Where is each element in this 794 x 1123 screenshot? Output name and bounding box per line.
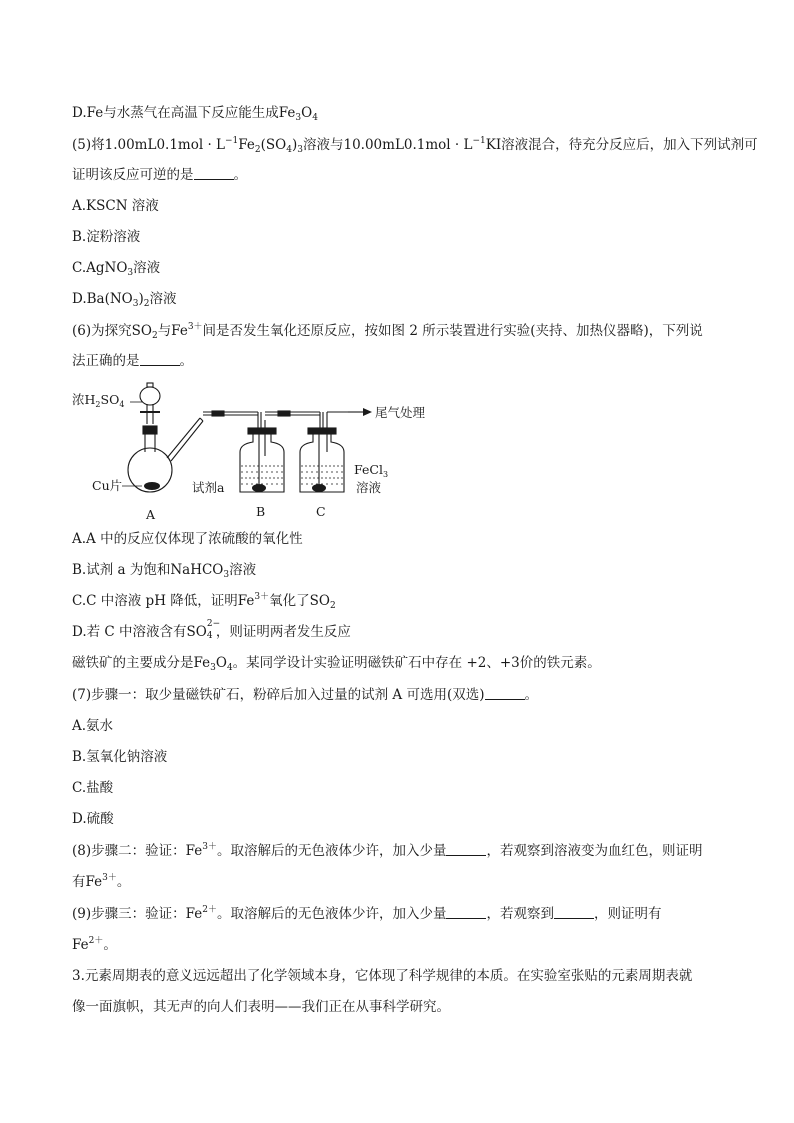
q3-line2: 像一面旗帜，其无声的向人们表明——我们正在从事科学研究。 [72,999,450,1015]
q6-option-c: C.C 中溶液 pH 降低，证明$Fe^{3+}$氧化了$SO_2$ [72,592,336,611]
q5-option-c: C.AgNO$_3$溶液 [72,260,161,278]
q5-stem-line1: (5)将$1.00mL0.1mol \cdot L^{-1}Fe_2(SO_4)_3$溶液与$10.00mL0.1mol \cdot L^{-1}KI$溶液混合，待充分反应后，加入下列试剂可 [72,136,758,155]
q9-line2: $Fe^{2+}$。 [72,936,117,953]
cu-label: Cu片 [92,478,123,493]
flask-stopper [143,426,157,434]
q6-option-b: B.试剂 a 为饱和NaHCO$_3$溶液 [72,562,257,580]
reagent-a-label: 试剂a [192,480,225,495]
q7-option-d: D.硫酸 [72,811,114,827]
q6-option-d: D.若 C 中溶液含有SO 2− 4 ，则证明两者发生反应 [72,619,351,641]
gas-bubbles-c [312,484,326,492]
q8-line2: 有$Fe^{3+}$。 [72,873,131,890]
apparatus-diagram [72,382,442,524]
q6-stem-line2: 法正确的是 。 [72,353,193,369]
letter-a: A [146,507,156,522]
bottle-b-stopper [248,428,276,434]
answer-blank[interactable] [554,906,594,919]
q5-stem-line2: 证明该反应可逆的是 。 [72,167,247,183]
q7-stem: (7)步骤一：取少量磁铁矿石，粉碎后加入过量的试剂 A 可选用(双选) 。 [72,687,538,703]
wash-bottle-b [240,434,284,492]
q3-line1: 3.元素周期表的意义远远超出了化学领域本身，它体现了科学规律的本质。在实验室张贴的元素周期表就 [72,968,693,984]
magnetite-intro: 磁铁矿的主要成分是$Fe_3O_4$。某同学设计实验证明磁铁矿石中存在 +2、+3价的铁元素。 [72,655,601,673]
answer-blank[interactable] [446,843,486,856]
q5-option-b: B.淀粉溶液 [72,229,141,245]
bottle-c-stopper [308,428,336,434]
q5-option-d: $D.Ba(NO_3)_2$溶液 [72,291,177,309]
funnel-bulb [140,387,160,405]
q9-line1: (9)步骤三：验证：$Fe^{2+}$。取溶解后的无色液体少许，加入少量 ，若观察到 ，则证明有 [72,905,662,922]
fecl3-label: FeCl$_3$ [354,462,389,479]
funnel-stopper [147,383,153,387]
conc-h2so4-label: 浓$H_2SO_4$ [72,392,125,409]
wash-bottle-c [300,434,344,492]
letter-b: B [256,504,266,519]
bottle-c-liquid [301,466,343,484]
tail-gas-label: 尾气处理 [375,405,426,420]
gas-bubbles-b [252,484,266,492]
q4-option-d: D.Fe与水蒸气在高温下反应能生成$Fe_3O_4$ [72,105,318,123]
q7-option-a: A.氨水 [72,718,114,734]
tail-gas-arrow [363,408,372,416]
q6-option-a: A.A 中的反应仅体现了浓硫酸的氧化性 [72,531,303,547]
answer-blank[interactable] [485,687,525,700]
copper-pieces [144,482,160,490]
answer-blank[interactable] [446,906,486,919]
tube-connector [278,411,290,416]
q6-stem-line1: (6)为探究$SO_2$与$Fe^{3+}$间是否发生氧化还原反应，按如图 2 所示装置进行实验(夹持、加热仪器略)，下列说 [72,322,703,341]
answer-blank[interactable] [140,353,180,366]
answer-blank[interactable] [194,167,234,180]
bottle-b-liquid [241,466,283,484]
solution-label: 溶液 [356,480,382,495]
q5-option-a: A.KSCN 溶液 [72,198,159,214]
tube-connector [212,411,224,416]
letter-c: C [316,504,326,519]
q7-option-b: B.氢氧化钠溶液 [72,749,168,765]
q7-option-c: C.盐酸 [72,780,114,796]
q8-line1: (8)步骤二：验证：$Fe^{3+}$。取溶解后的无色液体少许，加入少量 ，若观察到溶液变为血红色，则证明 [72,842,703,859]
